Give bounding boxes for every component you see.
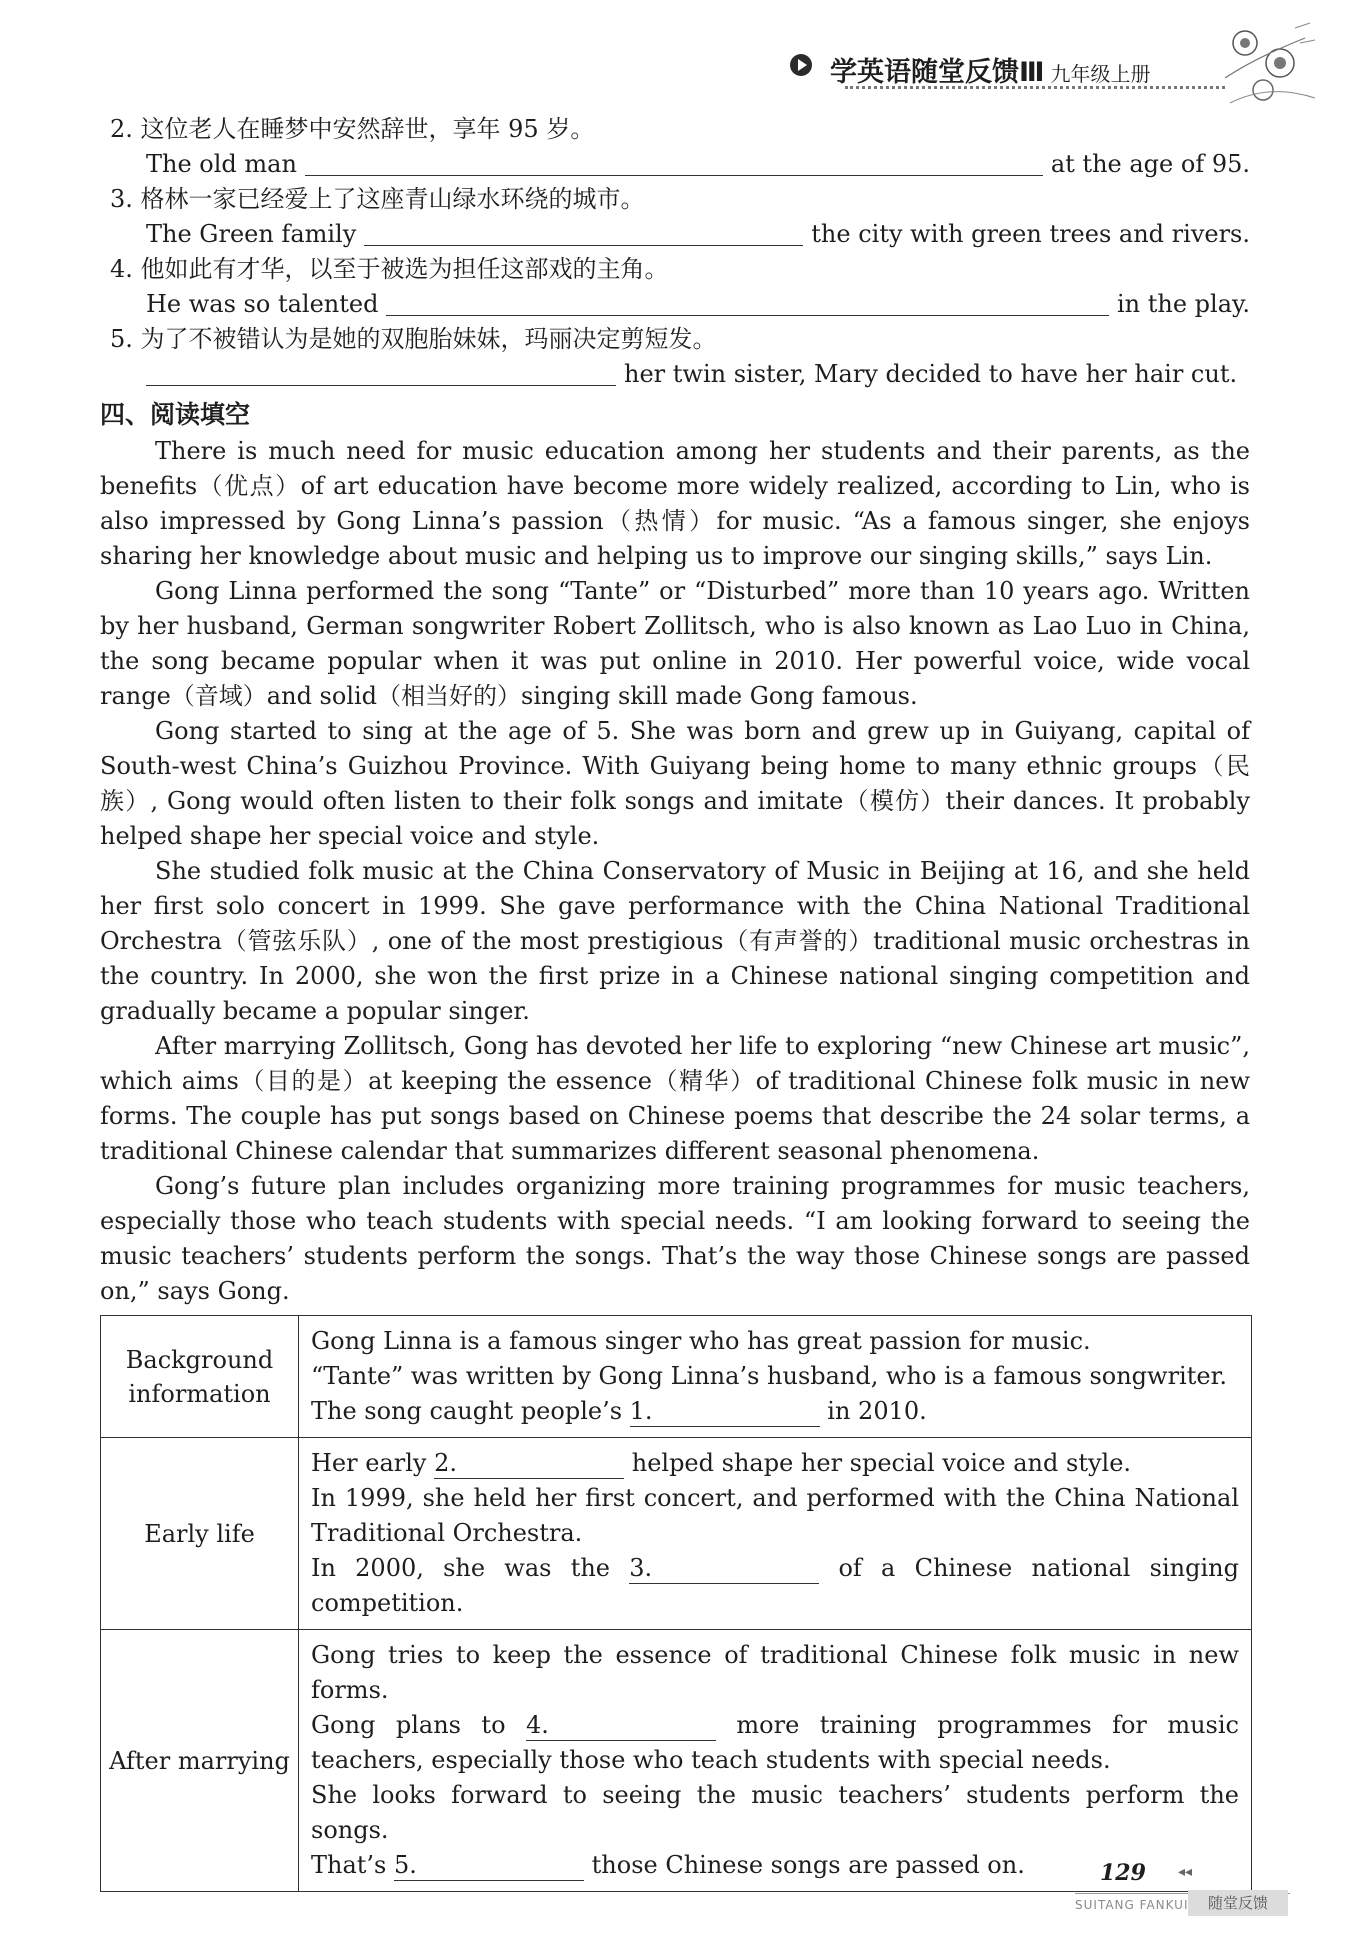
page-number: 129 <box>1100 1860 1146 1886</box>
table-row <box>101 1316 1252 1438</box>
answer-blank[interactable] <box>305 174 1043 176</box>
translation-prompt: 5. 为了不被错认为是她的双胞胎妹妹，玛丽决定剪短发。 <box>110 325 717 353</box>
book-subtitle: 九年级上册 <box>1050 62 1151 86</box>
translation-answer-line: He was so talented in the play. <box>146 290 1250 318</box>
answer-blank-1[interactable]: 1. <box>630 1396 820 1427</box>
reading-passage <box>100 434 1250 1309</box>
footer-badge: 随堂反馈 <box>1188 1890 1288 1916</box>
translation-answer-line: The old man at the age of 95. <box>146 150 1250 178</box>
summary-table <box>100 1315 1252 1892</box>
answer-blank[interactable] <box>386 314 1109 316</box>
row-header: Background information <box>101 1316 299 1438</box>
translation-prompt: 2. 这位老人在睡梦中安然辞世，享年 95 岁。 <box>110 115 595 143</box>
passage-paragraph: Gong Linna performed the song “Tante” or “Disturbed” more than 10 years ago. Written by her husband, German songwriter Robert Zollitsch, who is also known as Lao Luo in China, the song became popular when it was put online in 2010. Her powerful voice, wide vocal range（音域）and solid（相当好的）singing skill made Gong famous. <box>100 577 1250 710</box>
passage-paragraph: After marrying Zollitsch, Gong has devoted her life to exploring “new Chinese art music”, which aims（目的是）at keeping the essence（精华）of traditional Chinese folk music in new forms. The couple has put songs based on Chinese poems that describe the 24 solar terms, a traditional Chinese calendar that summarizes different seasonal phenomena. <box>100 1032 1250 1165</box>
row-header: Early life <box>101 1438 299 1630</box>
row-content: Her early 2. helped shape her special voice and style. In 1999, she held her first concert, and performed with the China National Traditional Orchestra. In 2000, she was the 3. of a Chinese national singing competition. <box>299 1438 1252 1630</box>
translation-answer-line: The Green family the city with green trees and rivers. <box>146 220 1250 248</box>
table-row <box>101 1438 1252 1630</box>
translation-list <box>100 112 1250 392</box>
answer-blank-2[interactable]: 2. <box>434 1448 624 1479</box>
passage-paragraph: Gong started to sing at the age of 5. She was born and grew up in Guiyang, capital of South-west China’s Guizhou Province. With Guiyang being home to many ethnic groups（民族）, Gong would often listen to their folk songs and imitate（模仿）their dances. It probably helped shape her special voice and style. <box>100 717 1250 850</box>
footer-brand: SUITANG FANKUI <box>1075 1898 1189 1912</box>
header-dotted-rule <box>845 86 1225 89</box>
page-content <box>100 112 1250 1892</box>
row-content: Gong Linna is a famous singer who has great passion for music. “Tante” was written by Gong Linna’s husband, who is a famous songwriter. The song caught people’s 1. in 2010. <box>299 1316 1252 1438</box>
passage-paragraph: There is much need for music education among her students and their parents, as the benefits（优点）of art education have become more widely realized, according to Lin, who is also impressed by Gong Linna’s passion（热情）for music. “As a famous singer, she enjoys sharing her knowledge about music and helping us to improve our singing skills,” says Lin. <box>100 437 1250 570</box>
answer-blank-4[interactable]: 4. <box>526 1710 716 1741</box>
row-header: After marrying <box>101 1630 299 1892</box>
answer-blank-3[interactable]: 3. <box>629 1553 819 1584</box>
answer-blank[interactable] <box>364 244 803 246</box>
passage-paragraph: Gong’s future plan includes organizing more training programmes for music teachers, especially those who teach students with special needs. “I am looking forward to seeing the music teachers’ students perform the songs. That’s the way those Chinese songs are passed on,” says Gong. <box>100 1172 1250 1305</box>
answer-blank[interactable] <box>146 384 616 386</box>
translation-prompt: 4. 他如此有才华，以至于被选为担任这部戏的主角。 <box>110 255 669 283</box>
translation-prompt: 3. 格林一家已经爱上了这座青山绿水环绕的城市。 <box>110 185 645 213</box>
translation-answer-line: her twin sister, Mary decided to have her hair cut. <box>146 357 1250 392</box>
play-icon <box>790 54 812 76</box>
table-row <box>101 1630 1252 1892</box>
answer-blank-5[interactable]: 5. <box>394 1850 584 1881</box>
book-title: 学英语随堂反馈Ⅲ 九年级上册 <box>830 57 1151 88</box>
double-arrow-left-icon: ◂◂ <box>1178 1864 1193 1880</box>
row-content: Gong tries to keep the essence of traditional Chinese folk music in new forms. Gong plans to 4. more training programmes for music teachers, especially those who teach students with special needs. She looks forward to seeing the music teachers’ students perform the songs. That’s 5. those Chinese songs are passed on. <box>299 1630 1252 1892</box>
section-title: 四、阅读填空 <box>100 400 251 429</box>
floral-ornament-icon <box>1215 18 1325 118</box>
passage-paragraph: She studied folk music at the China Conservatory of Music in Beijing at 16, and she held her first solo concert in 1999. She gave performance with the China National Traditional Orchestra（管弦乐队）, one of the most prestigious（有声誉的）traditional music orchestras in the country. In 2000, she won the first prize in a Chinese national singing competition and gradually became a popular singer. <box>100 857 1250 1025</box>
